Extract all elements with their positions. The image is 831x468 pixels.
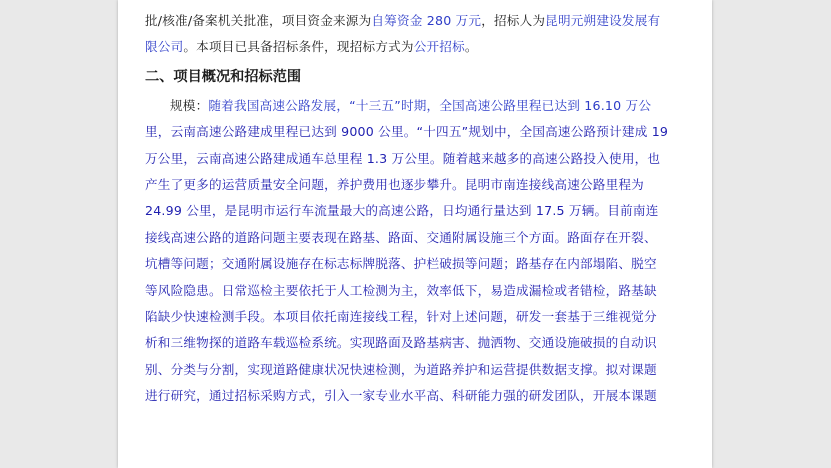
paragraph-line <box>145 34 698 60</box>
scale-label: 规模： <box>170 97 209 113</box>
funding-source-field: 自筹资金 280 万元 <box>371 13 482 28</box>
paragraph-line: 等风险隐患。日常巡检主要依托于人工检测为主，效率低下，易造成漏检或者错检，路基缺 <box>145 282 657 298</box>
tenderer-name-field: 昆明元朔建设发展有 <box>545 13 661 28</box>
paragraph-line: 陷缺少快速检测手段。本项目依托南连接线工程，针对上述问题，研发一套基于三维视觉分 <box>145 308 657 324</box>
paragraph-line: 里，云南高速公路建成里程已达到 9000 公里。“十四五”规划中，全国高速公路预计建成 19 <box>145 124 669 140</box>
text-run: ，招标人为 <box>481 13 546 28</box>
tender-method-field: 公开招标 <box>413 39 465 55</box>
text-run: 。本项目已具备招标条件，现招标方式为 <box>183 39 414 55</box>
tenderer-name-field: 限公司 <box>145 39 184 55</box>
paragraph-line: 万公里，云南高速公路建成通车总里程 1.3 万公里。随着越来越多的高速公路投入使用，也 <box>145 150 661 166</box>
paragraph-line <box>145 93 698 119</box>
paragraph-line: 产生了更多的运营质量安全问题，养护费用也逐步攀升。昆明市南连接线高速公路里程为 <box>145 176 644 192</box>
document-content <box>145 8 698 409</box>
paragraph-line: 接线高速公路的道路问题主要表现在路基、路面、交通附属设施三个方面。路面存在开裂、 <box>145 229 657 245</box>
paragraph-line: 进行研究，通过招标采购方式，引入一家专业水平高、科研能力强的研发团队，开展本课题 <box>145 388 657 404</box>
text-run: 批/核准/备案机关批准，项目资金来源为 <box>145 13 372 28</box>
section-heading: 二、项目概况和招标范围 <box>145 68 302 85</box>
text-run: 。 <box>464 39 478 55</box>
document-page <box>118 0 712 468</box>
paragraph-line: 坑槽等问题；交通附属设施存在标志标牌脱落、护栏破损等问题；路基存在内部塌陷、脱空 <box>145 256 657 272</box>
paragraph-line: 别、分类与分割，实现道路健康状况快速检测，为道路养护和运营提供数据支撑。拟对课题 <box>145 361 657 377</box>
text-run: 随着我国高速公路发展，“十三五”时期，全国高速公路里程已达到 16.10 万公 <box>208 97 652 113</box>
paragraph-line <box>145 8 698 34</box>
paragraph-line: 析和三维物探的道路车载巡检系统。实现路面及路基病害、抛洒物、交通设施破损的自动识 <box>145 335 657 351</box>
paragraph-line: 24.99 公里，是昆明市运行车流量最大的高速公路，日均通行量达到 17.5 万辆。目前南连 <box>145 203 659 219</box>
